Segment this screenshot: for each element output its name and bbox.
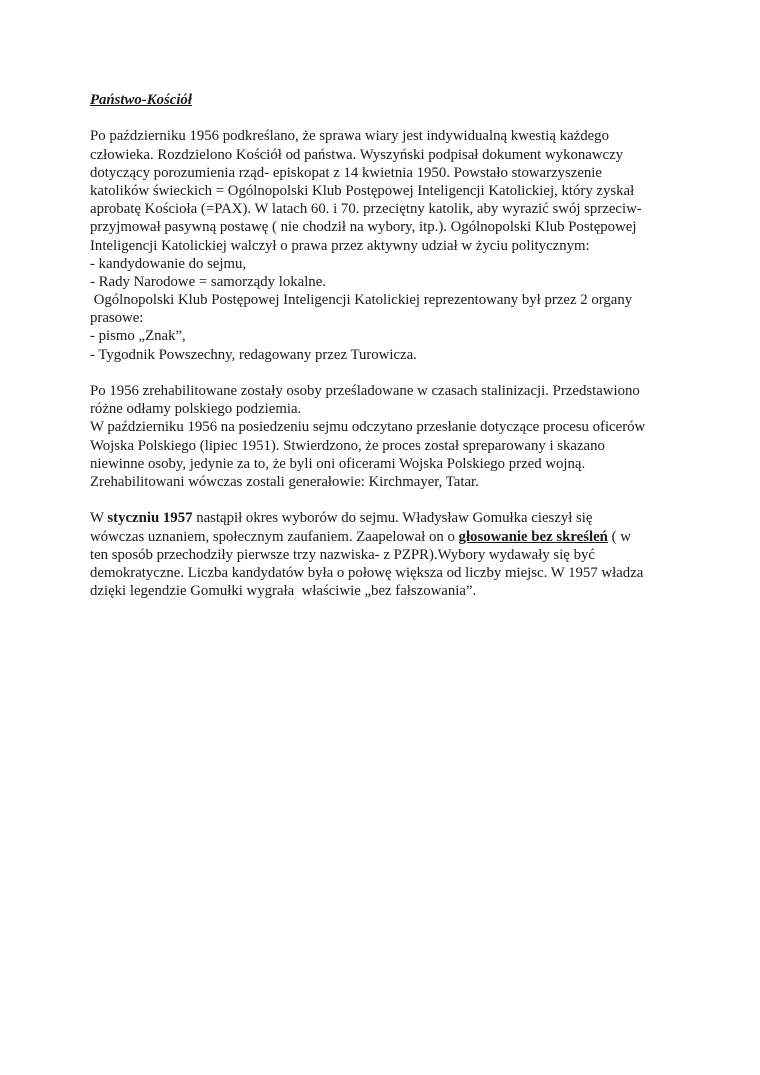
text-line: katolików świeckich = Ogólnopolski Klub Postępowej Inteligencji Katolickiej, który zyskał xyxy=(90,182,635,199)
text-line: różne odłamy polskiego podziemia. xyxy=(90,401,302,418)
list-item: - Tygodnik Powszechny, redagowany przez Turowicza. xyxy=(90,346,417,363)
spacer xyxy=(90,364,690,382)
spacer xyxy=(90,491,690,509)
emphasized-phrase: głosowanie bez skreśleń xyxy=(458,528,608,545)
text-line: Wojska Polskiego (lipiec 1951). Stwierdzono, że proces został spreparowany i skazano xyxy=(90,437,605,454)
text-line: Inteligencji Katolickiej walczył o prawa przez aktywny udział w życiu politycznym: xyxy=(90,237,590,254)
text-line: prasowe: xyxy=(90,310,144,327)
text-line: Po 1956 zrehabilitowane zostały osoby prześladowane w czasach stalinizacji. Przedstawiono xyxy=(90,383,640,399)
document-title: Państwo-Kościół xyxy=(90,92,192,108)
text-line xyxy=(90,509,690,527)
paragraph-elections-1957 xyxy=(90,509,690,600)
text-line: Ogólnopolski Klub Postępowej Inteligencji Katolickiej reprezentowany był przez 2 organy xyxy=(90,292,633,309)
list-item: - pismo „Znak”, xyxy=(90,328,186,345)
list-item: - Rady Narodowe = samorządy lokalne. xyxy=(90,273,326,290)
text-line: aprobatę Kościoła (=PAX). W latach 60. i 70. przeciętny katolik, aby wyrazić swój sprzeciw- xyxy=(90,201,642,218)
list-item: - kandydowanie do sejmu, xyxy=(90,255,247,272)
text-line: Po październiku 1956 podkreślano, że sprawa wiary jest indywidualną kwestią każdego xyxy=(90,128,609,145)
text-line: demokratyczne. Liczba kandydatów była o połowę większa od liczby miejsc. W 1957 władza xyxy=(90,564,644,581)
text-run: W xyxy=(90,510,108,527)
text-line xyxy=(90,528,690,546)
text-run: wówczas uznaniem, społecznym zaufaniem. Zaapelował on o xyxy=(90,528,459,545)
paragraph-church-state xyxy=(90,127,690,363)
document-body xyxy=(90,91,690,600)
spacer xyxy=(90,109,690,127)
text-line: W październiku 1956 na posiedzeniu sejmu odczytano przesłanie dotyczące procesu oficerów xyxy=(90,419,646,436)
text-line: Zrehabilitowani wówczas zostali generałowie: Kirchmayer, Tatar. xyxy=(90,473,479,490)
bold-date: styczniu 1957 xyxy=(107,510,193,527)
text-run: ( w xyxy=(607,528,631,545)
text-run: nastąpił okres wyborów do sejmu. Władysław Gomułka cieszył się xyxy=(192,510,593,527)
text-line: niewinne osoby, jedynie za to, że byli oni oficerami Wojska Polskiego przed wojną. xyxy=(90,455,586,472)
text-line: dotyczący porozumienia rząd- episkopat z 14 kwietnia 1950. Powstało stowarzyszenie xyxy=(90,164,602,181)
text-line: człowieka. Rozdzielono Kościół od państwa. Wyszyński podpisał dokument wykonawczy xyxy=(90,146,624,163)
text-line: dzięki legendzie Gomułki wygrała właściwie „bez fałszowania”. xyxy=(90,583,477,600)
text-line: ten sposób przechodziły pierwsze trzy nazwiska- z PZPR).Wybory wydawały się być xyxy=(90,546,595,563)
text-line: przyjmował pasywną postawę ( nie chodził na wybory, itp.). Ogólnopolski Klub Postępowej xyxy=(90,219,637,236)
paragraph-rehabilitation xyxy=(90,382,690,491)
